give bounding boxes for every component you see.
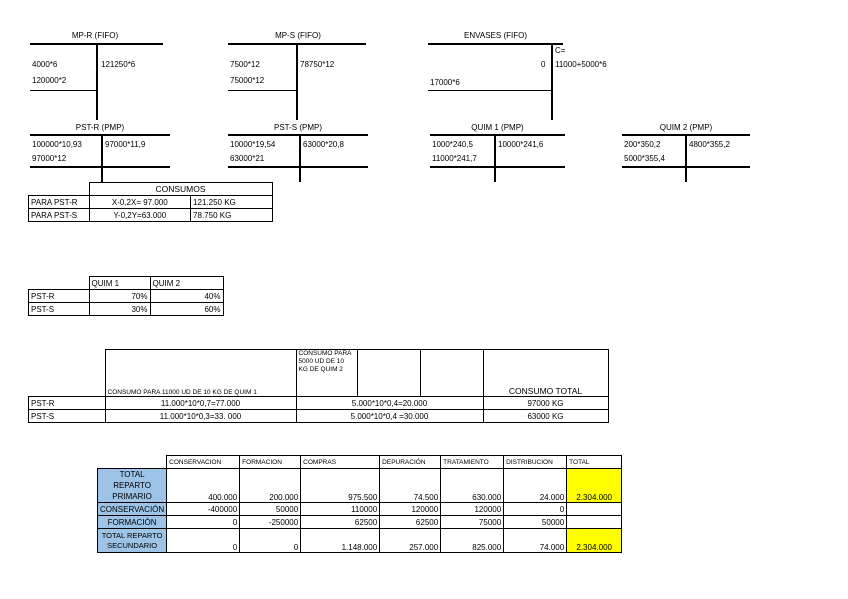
kg-cell: 121.250 KG (191, 196, 272, 209)
header-quim2-consumo: CONSUMO PARA 5000 UD DE 10 KG DE QUIM 2 (296, 350, 357, 397)
credit-entry: 4800*355,2 (689, 140, 730, 149)
value-cell: 74.500 (380, 469, 441, 503)
header-quim1-consumo: CONSUMO PARA 11000 UD DE 10 KG DE QUIM 1 (105, 350, 296, 397)
table-row (29, 196, 273, 209)
table-row (98, 529, 622, 553)
header-row (98, 456, 622, 469)
row-label: PST-R (29, 397, 106, 410)
quim1-calc: 11.000*10*0,3=33. 000 (105, 410, 296, 423)
pct-cell: 40% (150, 290, 223, 303)
value-cell (567, 516, 622, 529)
value-cell: 0 (504, 503, 567, 516)
credit-entry: 97000*11,9 (105, 140, 146, 149)
debit-entry: 5000*355,4 (624, 154, 665, 163)
value-cell: 50000 (240, 503, 301, 516)
value-cell: 0 (167, 516, 240, 529)
debit-entry: 4000*6 (32, 60, 58, 69)
total-highlight: 2.304.000 (567, 469, 622, 503)
equation-cell: Y-0,2Y=63.000 (89, 209, 191, 222)
table-row (29, 209, 273, 222)
row-label: FORMACIÓN (98, 516, 167, 529)
quim1-calc: 11.000*10*0,7=77.000 (105, 397, 296, 410)
row-label: PST-S (29, 303, 90, 316)
debit-entry: 100000*10,93 (32, 140, 82, 149)
consumo-ud-table (28, 349, 609, 423)
col-header: COMPRAS (301, 456, 380, 469)
header-quim1: QUIM 1 (89, 277, 150, 290)
value-cell: 50000 (504, 516, 567, 529)
value-cell (567, 503, 622, 516)
col-header: FORMACION (240, 456, 301, 469)
total-cell: 63000 KG (483, 410, 608, 423)
quim2-calc: 5.000*10*0,4 =30.000 (296, 410, 483, 423)
credit-entry: 78750*12 (300, 60, 335, 69)
debit-entry: 11000*241,7 (432, 154, 477, 163)
percent-table (28, 276, 224, 316)
consumos-table (28, 182, 273, 222)
value-cell: 24.000 (504, 469, 567, 503)
value-cell: 400.000 (167, 469, 240, 503)
reparto-table (97, 455, 622, 553)
debit-entry: 97000*12 (32, 154, 67, 163)
table-row (98, 503, 622, 516)
pct-cell: 70% (89, 290, 150, 303)
table-row (29, 290, 224, 303)
row-label: PARA PST-R (29, 196, 90, 209)
table-row (29, 410, 609, 423)
value-cell: -250000 (240, 516, 301, 529)
header-consumo-total: CONSUMO TOTAL (483, 350, 608, 397)
total-highlight: 2.304.000 (567, 529, 622, 553)
credit-entry: 10000*241,6 (498, 140, 544, 149)
cost-label: C= (555, 46, 566, 55)
credit-entry: 121250*6 (101, 60, 136, 69)
col-header: TOTAL (567, 456, 622, 469)
col-header: CONSERVACION (167, 456, 240, 469)
row-label: PST-S (29, 410, 106, 423)
debit-entry: 7500*12 (230, 60, 260, 69)
value-cell: 0 (240, 529, 301, 553)
value-cell: 257.000 (380, 529, 441, 553)
col-header: DISTRIBUCION (504, 456, 567, 469)
value-cell: 74.000 (504, 529, 567, 553)
pct-cell: 30% (89, 303, 150, 316)
table-row (29, 303, 224, 316)
debit-entry: 17000*6 (430, 78, 460, 87)
debit-entry: 63000*21 (230, 154, 265, 163)
row-label: TOTAL REPARTO PRIMARIO (98, 469, 167, 503)
value-cell: 975.500 (301, 469, 380, 503)
value-cell: 110000 (301, 503, 380, 516)
col-header: DEPURACIÓN (380, 456, 441, 469)
t-account-title: MP-S (FIFO) (275, 31, 321, 40)
col-header: TRATAMIENTO (441, 456, 504, 469)
header-quim2: QUIM 2 (150, 277, 223, 290)
equation-cell: X-0,2X= 97.000 (89, 196, 191, 209)
debit-entry: 120000*2 (32, 76, 67, 85)
t-account-title: PST-R (PMP) (75, 123, 125, 132)
credit-entry: 11000+5000*6 (555, 60, 607, 69)
table-row (98, 516, 622, 529)
t-account-title: QUIM 2 (PMP) (659, 123, 713, 132)
debit-entry: 200*350,2 (624, 140, 661, 149)
kg-cell: 78.750 KG (191, 209, 272, 222)
debit-entry: 10000*19,54 (230, 140, 276, 149)
value-cell: 120000 (441, 503, 504, 516)
quim2-calc: 5.000*10*0,4=20.000 (296, 397, 483, 410)
table-row (98, 469, 622, 503)
row-label: TOTAL REPARTO SECUNDARIO (98, 529, 167, 553)
t-account-title: ENVASES (FIFO) (464, 31, 527, 40)
value-cell: 1.148.000 (301, 529, 380, 553)
debit-entry: 75000*12 (230, 76, 265, 85)
value-cell: 75000 (441, 516, 504, 529)
row-label: PST-R (29, 290, 90, 303)
value-cell: 825.000 (441, 529, 504, 553)
debit-entry: 1000*240,5 (432, 140, 473, 149)
value-cell: 0 (167, 529, 240, 553)
pct-cell: 60% (150, 303, 223, 316)
value-cell: 62500 (380, 516, 441, 529)
consumos-header: CONSUMOS (89, 183, 272, 196)
value-cell: 200.000 (240, 469, 301, 503)
row-label: CONSERVACIÓN (98, 503, 167, 516)
debit-entry: 0 (541, 60, 546, 69)
value-cell: 630.000 (441, 469, 504, 503)
t-account-title: PST-S (PMP) (273, 123, 322, 132)
value-cell: 62500 (301, 516, 380, 529)
t-account-title: MP-R (FIFO) (71, 31, 119, 40)
table-row (29, 397, 609, 410)
total-cell: 97000 KG (483, 397, 608, 410)
value-cell: 120000 (380, 503, 441, 516)
value-cell: -400000 (167, 503, 240, 516)
row-label: PARA PST-S (29, 209, 90, 222)
t-account-title: QUIM 1 (PMP) (471, 123, 524, 132)
credit-entry: 63000*20,8 (303, 140, 344, 149)
